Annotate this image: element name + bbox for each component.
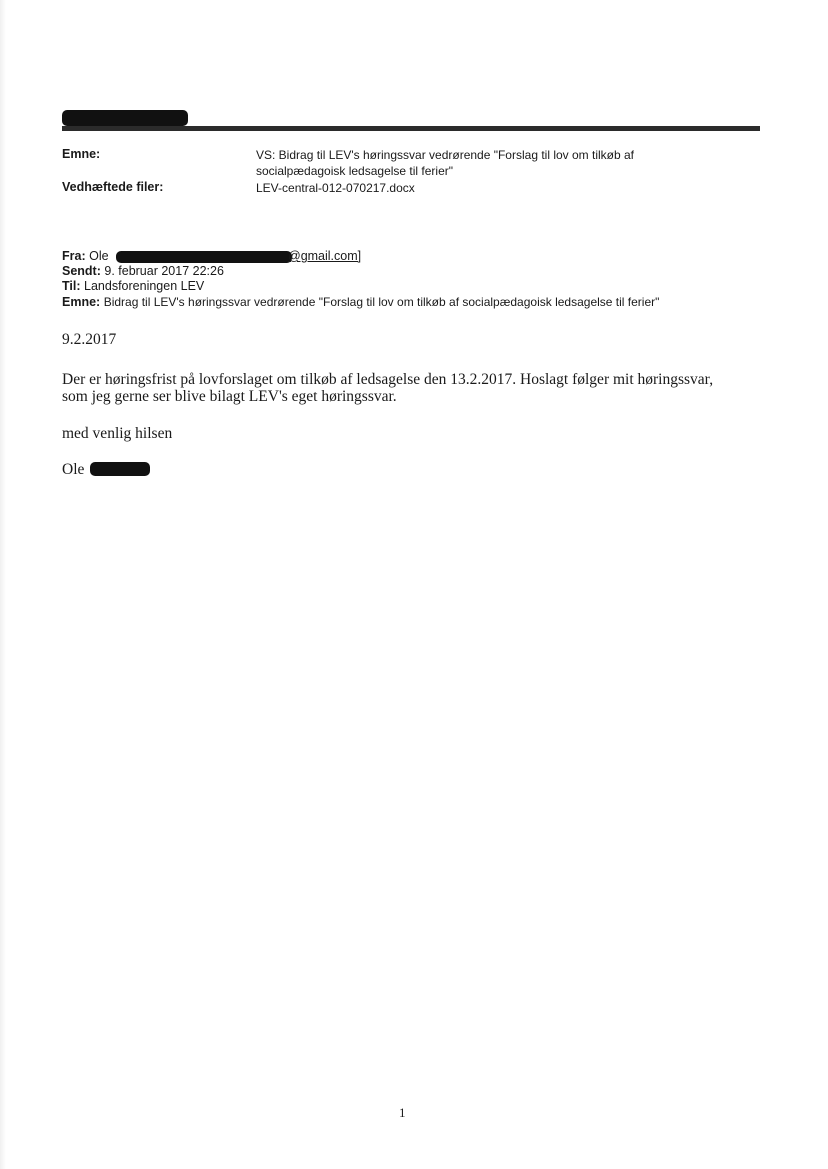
to-label: Til:: [62, 279, 81, 293]
to-line: [62, 280, 204, 293]
orig-subject-value: Bidrag til LEV's høringssvar vedrørende "Forslag til lov om tilkøb af socialpædagoisk ledsagelse til ferier": [103, 295, 660, 309]
from-line: [62, 250, 109, 263]
body-paragraph-line2: som jeg gerne ser blive bilagt LEV's eget høringssvar.: [62, 388, 397, 405]
subject-label: Emne:: [62, 147, 101, 161]
sent-line: [62, 265, 224, 278]
subject-value-line1: VS: Bidrag til LEV's høringssvar vedrørende "Forslag til lov om tilkøb af: [256, 148, 635, 162]
attachment-file-name[interactable]: LEV-central-012-070217.docx: [256, 181, 415, 195]
from-name: Ole: [89, 249, 109, 263]
orig-subject-line: [62, 296, 659, 309]
body-date: 9.2.2017: [62, 331, 117, 348]
from-label: Fra:: [62, 249, 86, 263]
attachments-label: Vedhæftede filer:: [62, 180, 164, 194]
body-paragraph-line1: Der er høringsfrist på lovforslaget om tilkøb af ledsagelse den 13.2.2017. Hoslagt følger mit høringssvar,: [62, 371, 714, 388]
header-rule: [62, 126, 760, 131]
orig-subject-label: Emne:: [62, 295, 101, 309]
signature-first-name: Ole: [62, 461, 85, 478]
scan-edge-shadow: [0, 0, 6, 1169]
page-number: 1: [399, 1105, 406, 1120]
to-value: Landsforeningen LEV: [84, 279, 205, 293]
closing-line: med venlig hilsen: [62, 425, 173, 442]
redacted-sender-email: [116, 251, 292, 263]
redacted-signature-surname: [90, 462, 150, 476]
sent-value: 9. februar 2017 22:26: [104, 264, 224, 278]
subject-value-line2: socialpædagoisk ledsagelse til ferier": [256, 164, 454, 178]
from-email[interactable]: @gmail.com]: [288, 249, 362, 263]
sent-label: Sendt:: [62, 264, 101, 278]
redacted-sender-name: [62, 110, 188, 126]
